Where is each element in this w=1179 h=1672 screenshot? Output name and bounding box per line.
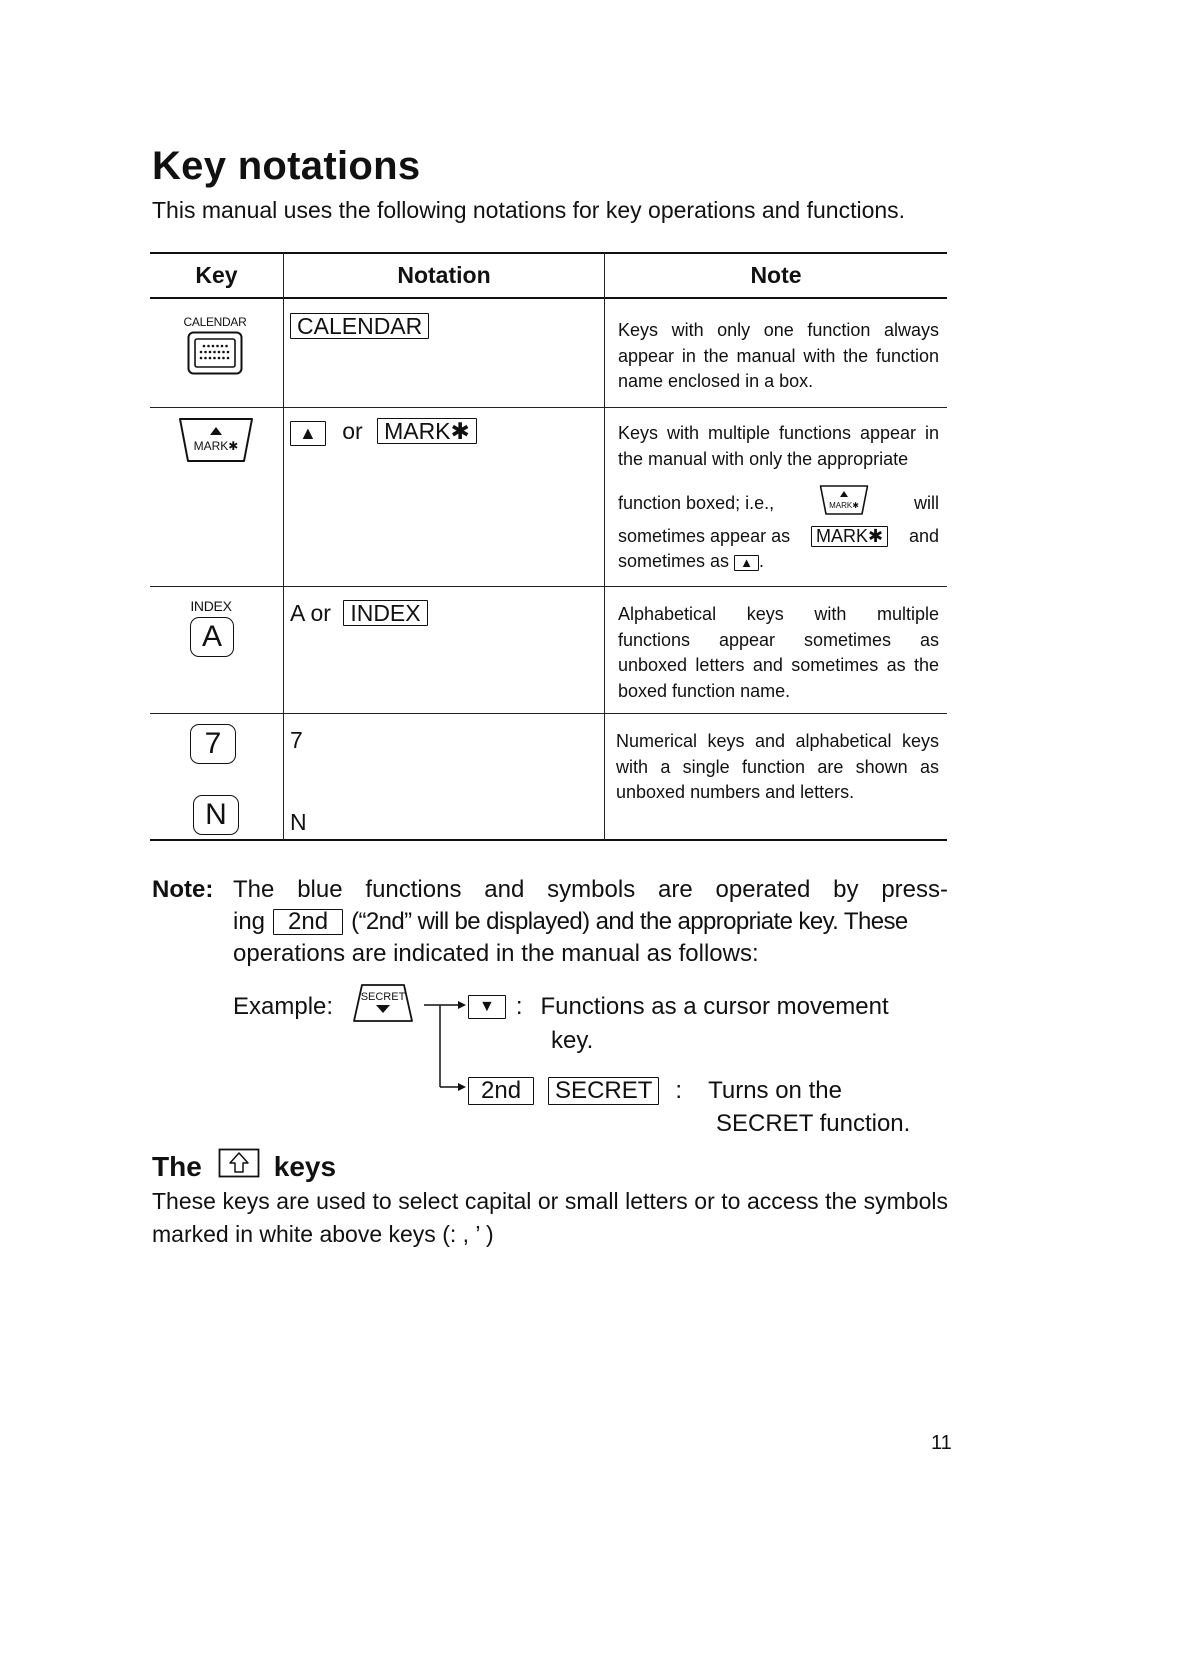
- boxed-key-2nd: 2nd: [468, 1077, 534, 1104]
- note-line-2: ing 2nd (“2nd” will be displayed) and the appropriate key. These: [233, 908, 908, 935]
- index-key-label: INDEX: [190, 598, 232, 614]
- table-row-rule: [150, 586, 947, 587]
- boxed-down-arrow: ▼: [468, 995, 506, 1020]
- boxed-up-arrow: ▲: [290, 421, 326, 446]
- boxed-key-mark-inline: MARK✱: [811, 526, 888, 547]
- secret-down-key-icon: [352, 983, 414, 1028]
- table-top-rule: [150, 252, 947, 254]
- mark-key-label: MARK✱: [193, 439, 239, 453]
- boxed-key-secret: SECRET: [548, 1077, 659, 1104]
- example-label: Example:: [233, 993, 334, 1020]
- notation-or: or: [342, 418, 363, 444]
- letter-n-key-icon: N: [193, 795, 239, 835]
- boxed-key-mark: MARK✱: [377, 418, 477, 444]
- example-branch-1: ▼ : Functions as a cursor movement: [468, 991, 889, 1023]
- note-text-line4: sometimes as ▲ .: [618, 551, 764, 571]
- note-line-3: operations are indicated in the manual as follows:: [233, 940, 759, 967]
- table-header-rule: [150, 297, 947, 299]
- header-notation: Notation: [397, 262, 491, 288]
- table-col-divider: [604, 253, 605, 840]
- notation-calendar: [290, 313, 429, 340]
- page-title: Key notations: [152, 144, 421, 188]
- mark-up-key-icon: [178, 416, 254, 469]
- note-text-line2: function boxed; i.e., MARK✱ will: [618, 484, 939, 524]
- svg-text:SECRET: SECRET: [360, 991, 406, 1003]
- digit-7-key-icon: 7: [190, 724, 236, 764]
- mark-up-key-icon: [819, 484, 869, 524]
- boxed-up-arrow-inline: ▲: [734, 555, 759, 571]
- page-number: 11: [931, 1432, 952, 1454]
- example-connector-arrows: [422, 995, 470, 1100]
- table-row-rule: [150, 407, 947, 408]
- note-text-line1: Keys with multiple functions appear in the manual with only the appropriate: [618, 423, 939, 469]
- example-branch-2: 2nd SECRET : Turns on the: [468, 1075, 842, 1107]
- letter-a-key-icon: A: [190, 617, 234, 657]
- notation-n: N: [290, 809, 307, 835]
- boxed-key-2nd: 2nd: [273, 909, 343, 935]
- note-text: Numerical keys and alphabetical keys with a single function are shown as unboxed numbers and letters.: [616, 731, 939, 802]
- shift-keys-description: These keys are used to select capital or small letters or to access the symbols marked in white above keys (: , ’ ): [152, 1188, 948, 1247]
- header-note: Note: [750, 262, 802, 288]
- notation-7: 7: [290, 727, 303, 753]
- boxed-key-calendar: CALENDAR: [290, 313, 429, 339]
- shift-keys-heading: The keys: [152, 1148, 336, 1185]
- intro-text: This manual uses the following notations for key operations and functions.: [152, 197, 906, 223]
- calendar-key-icon: [187, 331, 243, 380]
- note-label: Note:: [152, 876, 214, 903]
- note-line-1: The blue functions and symbols are operated by press-: [233, 876, 948, 903]
- example-branch-1-cont: key.: [551, 1027, 594, 1054]
- table-col-divider: [283, 253, 284, 840]
- boxed-key-index: INDEX: [343, 600, 427, 626]
- notation-mark: [290, 418, 477, 446]
- note-text: Keys with only one function always appear in the manual with the function name enclosed in a box.: [618, 320, 939, 391]
- table-row-rule: [150, 713, 947, 714]
- note-text: Alphabetical keys with multiple functions appear sometimes as unboxed letters and sometimes as the boxed function name.: [618, 604, 939, 701]
- shift-arrow-icon: [218, 1148, 260, 1185]
- notation-index: A or INDEX: [290, 600, 428, 627]
- example-branch-2-cont: SECRET function.: [716, 1110, 911, 1137]
- header-key: Key: [195, 262, 238, 288]
- calendar-key-label: CALENDAR: [183, 315, 247, 329]
- svg-text:MARK✱: MARK✱: [829, 501, 859, 510]
- note-text-line3: sometimes appear as MARK✱ and: [618, 526, 939, 547]
- table-bottom-rule: [150, 839, 947, 841]
